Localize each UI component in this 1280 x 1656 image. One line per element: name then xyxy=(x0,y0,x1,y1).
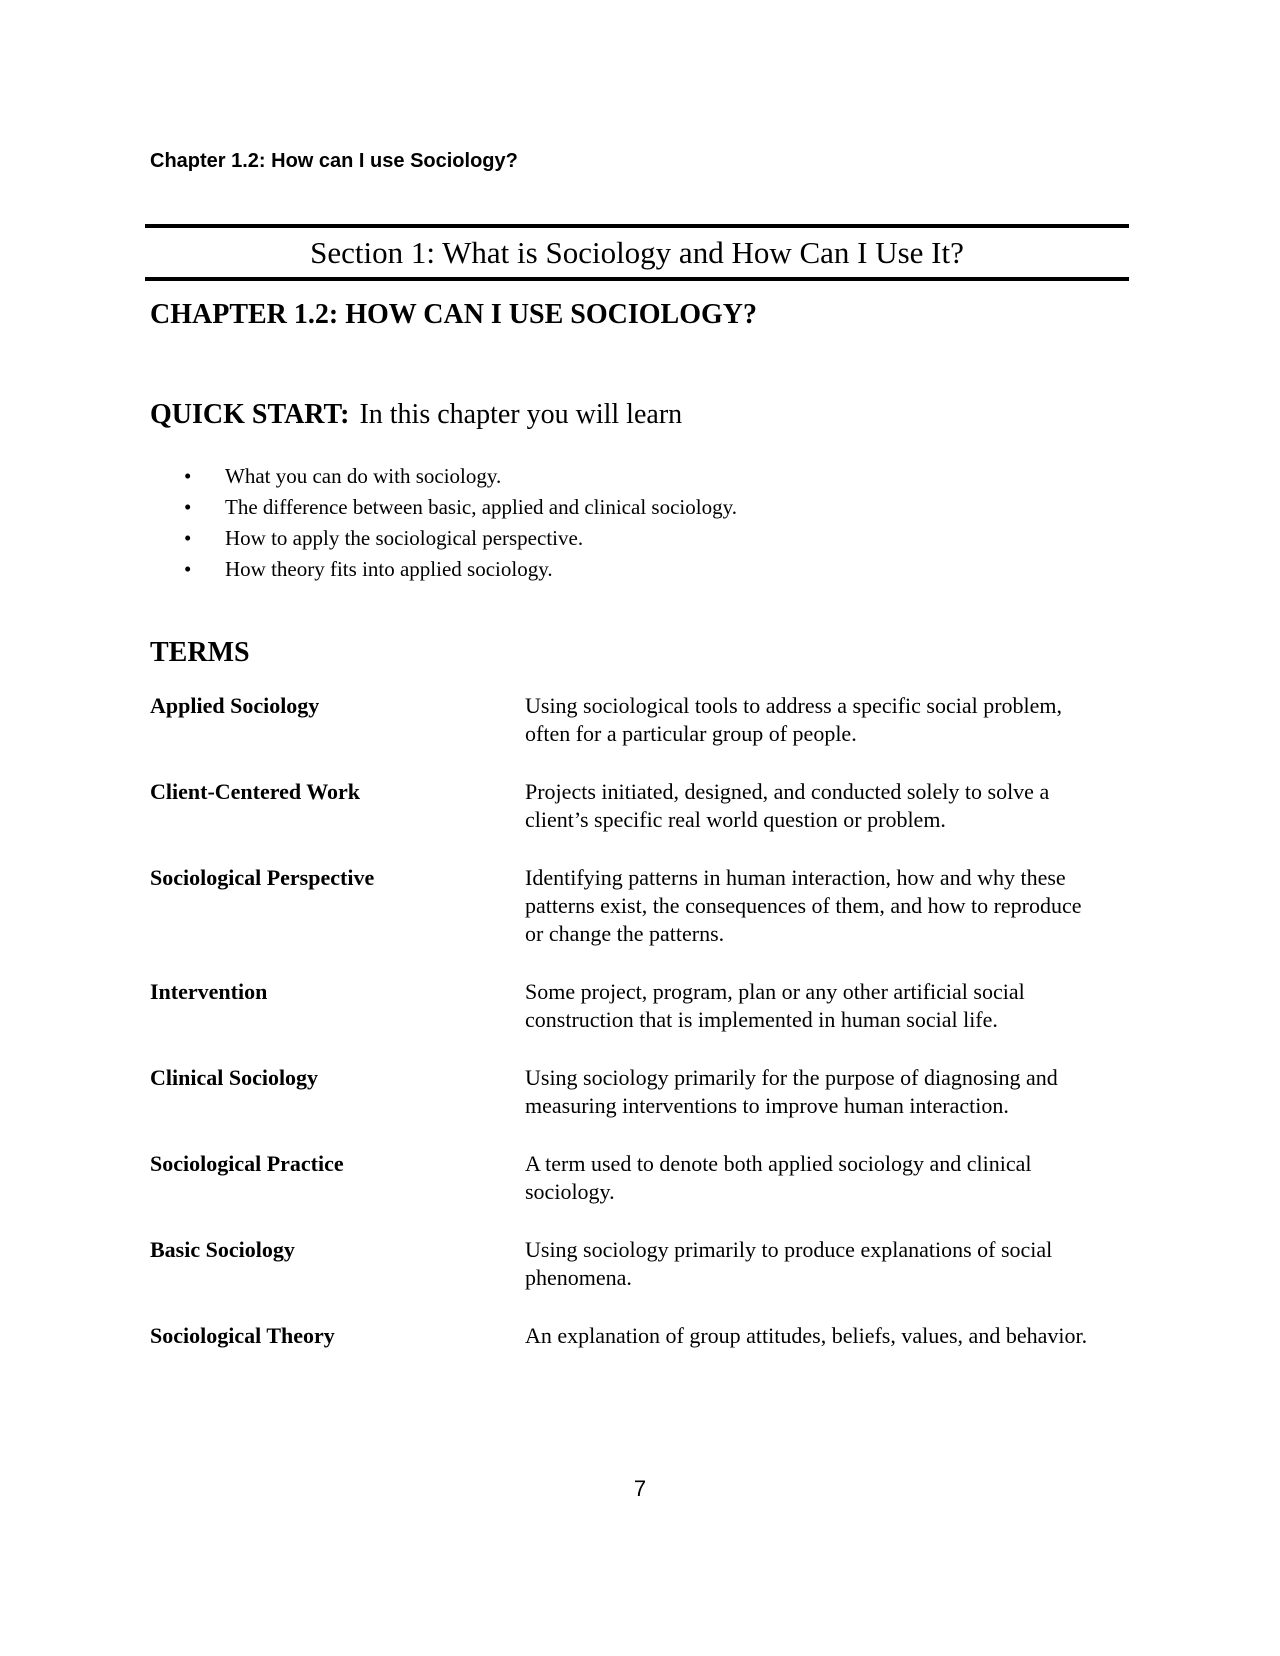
term-name: Client-Centered Work xyxy=(150,779,360,804)
page-number: 7 xyxy=(633,1476,647,1501)
learning-objective-text: What you can do with sociology. xyxy=(225,464,502,488)
quick-start-label: QUICK START: xyxy=(150,399,350,430)
term-row-client-centered-work xyxy=(0,778,1280,834)
bullet-icon: • xyxy=(184,464,192,488)
term-name: Basic Sociology xyxy=(150,1237,295,1262)
term-row-basic-sociology xyxy=(0,1236,1280,1292)
term-row-applied-sociology xyxy=(0,692,1280,748)
terms-heading: TERMS xyxy=(150,637,250,668)
term-name: Sociological Theory xyxy=(150,1323,335,1348)
running-header: Chapter 1.2: How can I use Sociology? xyxy=(150,150,518,172)
chapter-title: CHAPTER 1.2: HOW CAN I USE SOCIOLOGY? xyxy=(150,299,758,330)
term-name: Intervention xyxy=(150,979,268,1004)
quick-start-text: In this chapter you will learn xyxy=(359,399,683,430)
term-name: Sociological Practice xyxy=(150,1151,344,1176)
term-definition: An explanation of group attitudes, beliefs, values, and behavior. xyxy=(525,1323,1088,1348)
term-name: Sociological Perspective xyxy=(150,865,375,890)
term-name: Applied Sociology xyxy=(150,693,320,718)
bullet-icon: • xyxy=(184,495,192,519)
section-banner xyxy=(145,224,1129,281)
term-row-sociological-theory xyxy=(0,1322,1280,1350)
learning-objective-text: How theory fits into applied sociology. xyxy=(225,557,553,581)
learning-objective-text: How to apply the sociological perspective. xyxy=(225,526,584,550)
term-row-intervention xyxy=(0,978,1280,1034)
learning-objective-text: The difference between basic, applied and clinical sociology. xyxy=(225,495,737,519)
section-title: Section 1: What is Sociology and How Can I Use It? xyxy=(310,235,964,270)
quick-start-heading xyxy=(150,398,682,432)
term-definition: Using sociology primarily to produce explanations of social phenomena. xyxy=(525,1237,1053,1290)
bullet-icon: • xyxy=(184,557,192,581)
term-definition: Identifying patterns in human interaction, how and why these patterns exist, the consequences of them, and how to reproduce or change the patterns. xyxy=(525,865,1082,946)
bullet-icon: • xyxy=(184,526,192,550)
term-definition: A term used to denote both applied sociology and clinical sociology. xyxy=(525,1151,1032,1204)
terms-list xyxy=(0,692,1280,1350)
term-row-sociological-perspective xyxy=(0,864,1280,948)
term-definition: Projects initiated, designed, and conducted solely to solve a client’s specific real world question or problem. xyxy=(525,779,1050,832)
term-name: Clinical Sociology xyxy=(150,1065,319,1090)
term-row-clinical-sociology xyxy=(0,1064,1280,1120)
term-definition: Using sociological tools to address a specific social problem, often for a particular group of people. xyxy=(525,693,1063,746)
term-definition: Using sociology primarily for the purpose of diagnosing and measuring interventions to improve human interaction. xyxy=(525,1065,1058,1118)
term-row-sociological-practice xyxy=(0,1150,1280,1206)
term-definition: Some project, program, plan or any other artificial social construction that is implemented in human social life. xyxy=(525,979,1025,1032)
